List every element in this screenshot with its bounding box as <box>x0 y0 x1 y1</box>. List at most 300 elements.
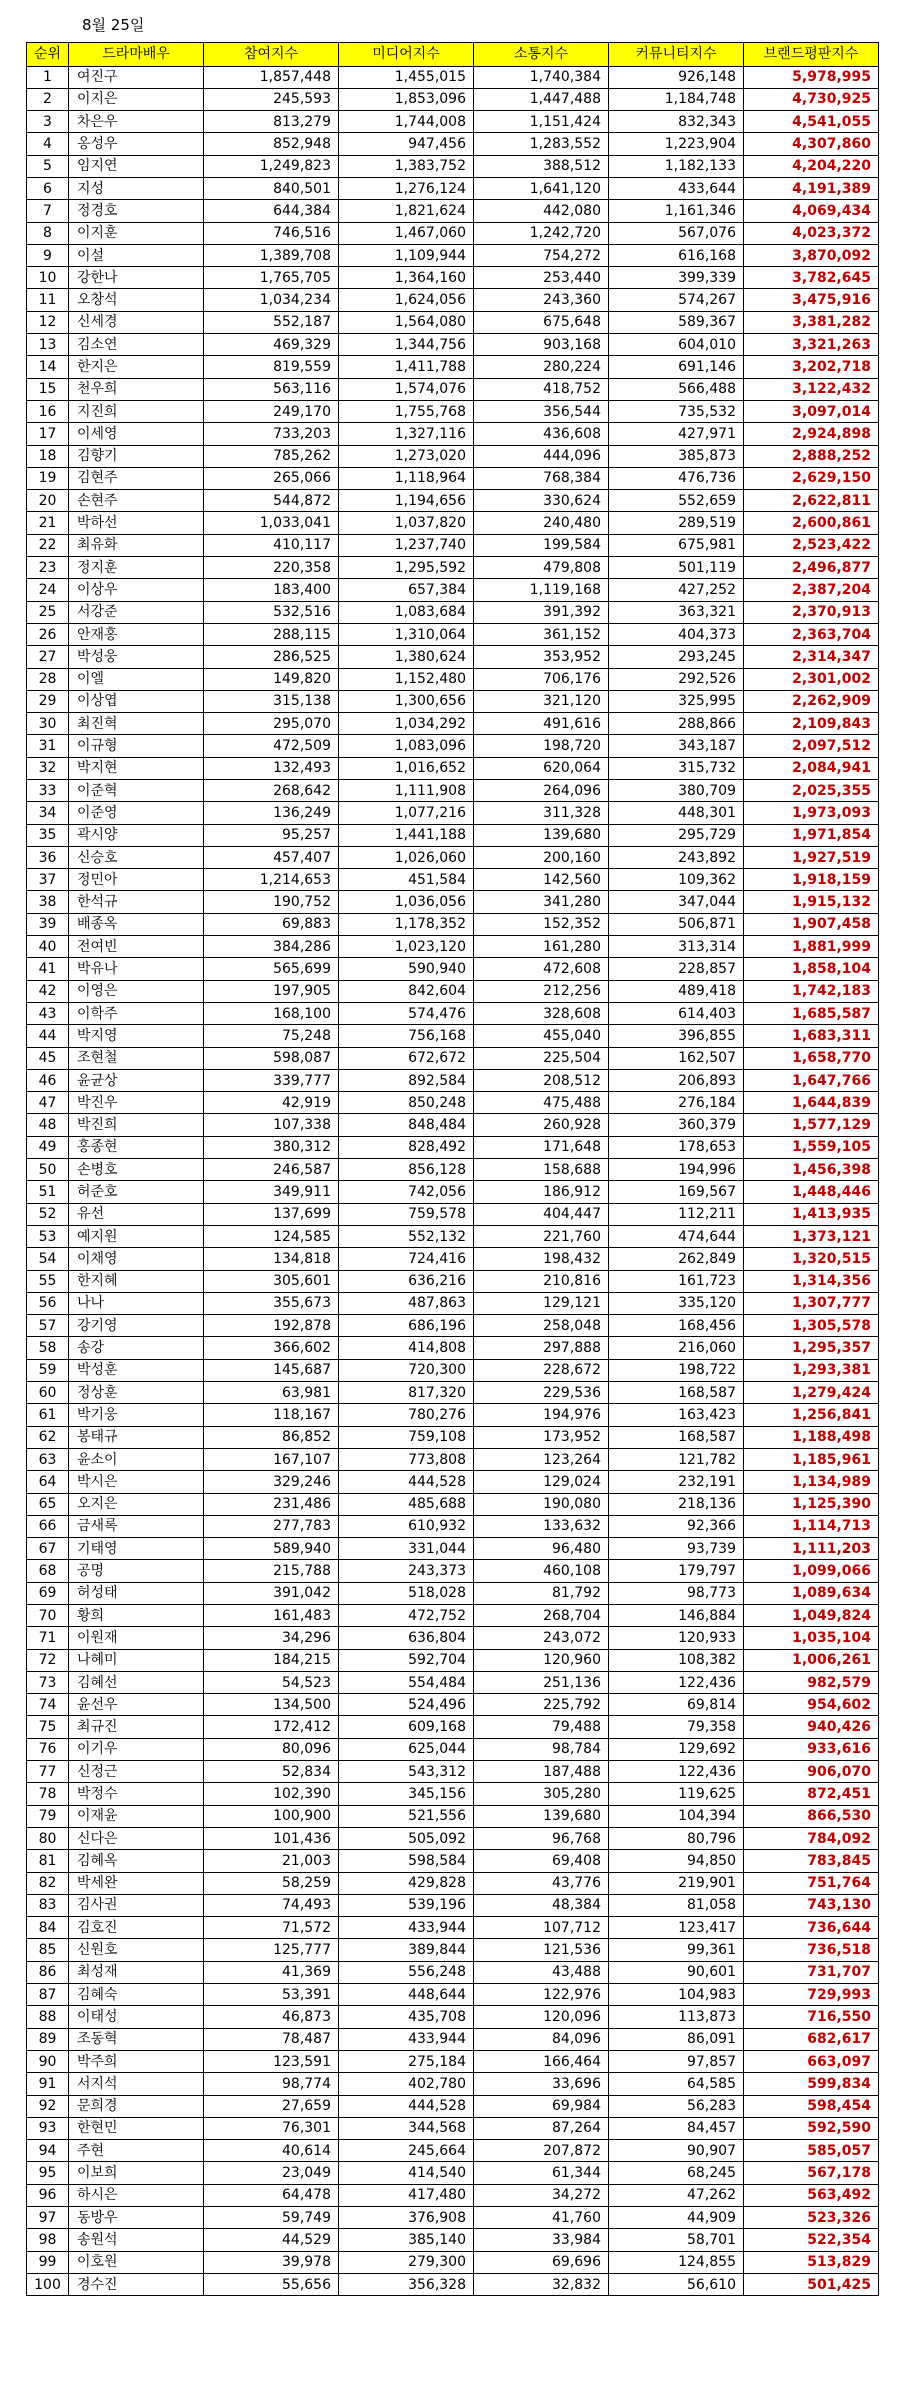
rank-cell: 3 <box>27 111 69 133</box>
community-cell: 501,119 <box>609 557 744 579</box>
brand-index-cell: 513,829 <box>744 2251 879 2273</box>
rank-cell: 87 <box>27 1984 69 2006</box>
brand-index-cell: 1,099,066 <box>744 1560 879 1582</box>
communication-cell: 129,024 <box>474 1471 609 1493</box>
community-cell: 325,995 <box>609 690 744 712</box>
participation-cell: 23,049 <box>204 2162 339 2184</box>
community-cell: 360,379 <box>609 1114 744 1136</box>
table-row <box>27 2028 879 2050</box>
rank-cell: 75 <box>27 1716 69 1738</box>
community-cell: 315,732 <box>609 757 744 779</box>
rank-cell: 98 <box>27 2229 69 2251</box>
table-row <box>27 1560 879 1582</box>
media-cell: 1,276,124 <box>339 177 474 199</box>
brand-index-cell: 2,097,512 <box>744 735 879 757</box>
brand-index-cell: 2,109,843 <box>744 713 879 735</box>
participation-cell: 134,500 <box>204 1694 339 1716</box>
table-row <box>27 244 879 266</box>
brand-index-cell: 1,858,104 <box>744 958 879 980</box>
media-cell: 1,344,756 <box>339 334 474 356</box>
actor-name-cell: 정지훈 <box>69 557 204 579</box>
media-cell: 636,804 <box>339 1627 474 1649</box>
communication-cell: 229,536 <box>474 1382 609 1404</box>
media-cell: 1,364,160 <box>339 267 474 289</box>
participation-cell: 74,493 <box>204 1894 339 1916</box>
brand-index-cell: 1,279,424 <box>744 1382 879 1404</box>
media-cell: 598,584 <box>339 1850 474 1872</box>
table-row <box>27 1292 879 1314</box>
communication-cell: 903,168 <box>474 334 609 356</box>
communication-cell: 418,752 <box>474 378 609 400</box>
media-cell: 817,320 <box>339 1382 474 1404</box>
brand-index-cell: 736,644 <box>744 1917 879 1939</box>
rank-cell: 49 <box>27 1136 69 1158</box>
participation-cell: 80,096 <box>204 1738 339 1760</box>
media-cell: 435,708 <box>339 2006 474 2028</box>
media-cell: 524,496 <box>339 1694 474 1716</box>
rank-cell: 33 <box>27 780 69 802</box>
rank-cell: 5 <box>27 155 69 177</box>
media-cell: 574,476 <box>339 1002 474 1024</box>
media-cell: 444,528 <box>339 1471 474 1493</box>
rank-cell: 30 <box>27 713 69 735</box>
rank-cell: 51 <box>27 1181 69 1203</box>
rank-cell: 55 <box>27 1270 69 1292</box>
actor-name-cell: 안재홍 <box>69 623 204 645</box>
media-cell: 331,044 <box>339 1538 474 1560</box>
actor-name-cell: 봉태규 <box>69 1426 204 1448</box>
participation-cell: 552,187 <box>204 311 339 333</box>
communication-cell: 152,352 <box>474 913 609 935</box>
brand-index-cell: 954,602 <box>744 1694 879 1716</box>
brand-index-cell: 736,518 <box>744 1939 879 1961</box>
actor-name-cell: 박진희 <box>69 1114 204 1136</box>
table-row <box>27 1270 879 1292</box>
participation-cell: 53,391 <box>204 1984 339 2006</box>
participation-cell: 220,358 <box>204 557 339 579</box>
community-cell: 121,782 <box>609 1448 744 1470</box>
table-row <box>27 1382 879 1404</box>
brand-index-cell: 522,354 <box>744 2229 879 2251</box>
participation-cell: 472,509 <box>204 735 339 757</box>
actor-name-cell: 이상우 <box>69 579 204 601</box>
table-row <box>27 133 879 155</box>
communication-cell: 142,560 <box>474 869 609 891</box>
rank-cell: 6 <box>27 177 69 199</box>
rank-cell: 26 <box>27 623 69 645</box>
rank-cell: 8 <box>27 222 69 244</box>
actor-name-cell: 이엘 <box>69 668 204 690</box>
actor-name-cell: 정민아 <box>69 869 204 891</box>
community-cell: 56,610 <box>609 2273 744 2295</box>
media-cell: 539,196 <box>339 1894 474 1916</box>
rank-cell: 97 <box>27 2207 69 2229</box>
table-row <box>27 2251 879 2273</box>
rank-cell: 37 <box>27 869 69 891</box>
brand-index-cell: 906,070 <box>744 1761 879 1783</box>
media-cell: 485,688 <box>339 1493 474 1515</box>
communication-cell: 41,760 <box>474 2207 609 2229</box>
community-cell: 113,873 <box>609 2006 744 2028</box>
communication-cell: 404,447 <box>474 1203 609 1225</box>
media-cell: 1,034,292 <box>339 713 474 735</box>
brand-index-cell: 1,185,961 <box>744 1448 879 1470</box>
media-cell: 243,373 <box>339 1560 474 1582</box>
rank-cell: 58 <box>27 1337 69 1359</box>
brand-index-cell: 3,202,718 <box>744 356 879 378</box>
community-cell: 92,366 <box>609 1515 744 1537</box>
community-cell: 433,644 <box>609 177 744 199</box>
brand-index-cell: 3,321,263 <box>744 334 879 356</box>
community-cell: 104,394 <box>609 1805 744 1827</box>
media-cell: 610,932 <box>339 1515 474 1537</box>
rank-cell: 92 <box>27 2095 69 2117</box>
table-row <box>27 2162 879 2184</box>
media-cell: 385,140 <box>339 2229 474 2251</box>
communication-cell: 133,632 <box>474 1515 609 1537</box>
brand-index-cell: 682,617 <box>744 2028 879 2050</box>
table-row <box>27 1894 879 1916</box>
media-cell: 1,118,964 <box>339 467 474 489</box>
participation-cell: 172,412 <box>204 1716 339 1738</box>
header-community: 커뮤니티지수 <box>609 43 744 67</box>
rank-cell: 14 <box>27 356 69 378</box>
communication-cell: 1,641,120 <box>474 177 609 199</box>
table-row <box>27 1069 879 1091</box>
rank-cell: 84 <box>27 1917 69 1939</box>
communication-cell: 225,504 <box>474 1047 609 1069</box>
header-brand-index: 브랜드평판지수 <box>744 43 879 67</box>
communication-cell: 361,152 <box>474 623 609 645</box>
brand-index-cell: 3,381,282 <box>744 311 879 333</box>
rank-cell: 13 <box>27 334 69 356</box>
rank-cell: 38 <box>27 891 69 913</box>
brand-index-cell: 1,256,841 <box>744 1404 879 1426</box>
actor-name-cell: 강한나 <box>69 267 204 289</box>
media-cell: 1,564,080 <box>339 311 474 333</box>
participation-cell: 532,516 <box>204 601 339 623</box>
table-row <box>27 1025 879 1047</box>
table-row <box>27 1604 879 1626</box>
community-cell: 90,601 <box>609 1961 744 1983</box>
communication-cell: 221,760 <box>474 1225 609 1247</box>
actor-name-cell: 윤소이 <box>69 1448 204 1470</box>
media-cell: 414,808 <box>339 1337 474 1359</box>
participation-cell: 76,301 <box>204 2117 339 2139</box>
communication-cell: 207,872 <box>474 2140 609 2162</box>
communication-cell: 243,360 <box>474 289 609 311</box>
communication-cell: 69,984 <box>474 2095 609 2117</box>
participation-cell: 197,905 <box>204 980 339 1002</box>
media-cell: 1,023,120 <box>339 936 474 958</box>
table-row <box>27 1872 879 1894</box>
participation-cell: 268,642 <box>204 780 339 802</box>
rank-cell: 79 <box>27 1805 69 1827</box>
rank-cell: 91 <box>27 2073 69 2095</box>
actor-name-cell: 이보희 <box>69 2162 204 2184</box>
communication-cell: 311,328 <box>474 802 609 824</box>
media-cell: 444,528 <box>339 2095 474 2117</box>
media-cell: 1,380,624 <box>339 646 474 668</box>
actor-name-cell: 허성태 <box>69 1582 204 1604</box>
participation-cell: 391,042 <box>204 1582 339 1604</box>
communication-cell: 328,608 <box>474 1002 609 1024</box>
brand-index-cell: 1,742,183 <box>744 980 879 1002</box>
table-row <box>27 1426 879 1448</box>
table-row <box>27 1493 879 1515</box>
table-row <box>27 2207 879 2229</box>
community-cell: 604,010 <box>609 334 744 356</box>
rank-cell: 74 <box>27 1694 69 1716</box>
participation-cell: 145,687 <box>204 1359 339 1381</box>
rank-cell: 24 <box>27 579 69 601</box>
participation-cell: 598,087 <box>204 1047 339 1069</box>
brand-reputation-table <box>26 42 879 2296</box>
community-cell: 1,223,904 <box>609 133 744 155</box>
participation-cell: 41,369 <box>204 1961 339 1983</box>
communication-cell: 754,272 <box>474 244 609 266</box>
community-cell: 552,659 <box>609 490 744 512</box>
table-row <box>27 1761 879 1783</box>
communication-cell: 620,064 <box>474 757 609 779</box>
community-cell: 427,252 <box>609 579 744 601</box>
media-cell: 856,128 <box>339 1159 474 1181</box>
table-row <box>27 1961 879 1983</box>
brand-index-cell: 2,523,422 <box>744 534 879 556</box>
brand-index-cell: 1,685,587 <box>744 1002 879 1024</box>
communication-cell: 228,672 <box>474 1359 609 1381</box>
rank-cell: 69 <box>27 1582 69 1604</box>
communication-cell: 253,440 <box>474 267 609 289</box>
rank-cell: 81 <box>27 1850 69 1872</box>
communication-cell: 121,536 <box>474 1939 609 1961</box>
participation-cell: 100,900 <box>204 1805 339 1827</box>
rank-cell: 4 <box>27 133 69 155</box>
rank-cell: 56 <box>27 1292 69 1314</box>
media-cell: 344,568 <box>339 2117 474 2139</box>
actor-name-cell: 하시은 <box>69 2184 204 2206</box>
communication-cell: 268,704 <box>474 1604 609 1626</box>
media-cell: 1,327,116 <box>339 423 474 445</box>
media-cell: 773,808 <box>339 1448 474 1470</box>
participation-cell: 1,857,448 <box>204 66 339 88</box>
community-cell: 219,901 <box>609 1872 744 1894</box>
table-row <box>27 2184 879 2206</box>
brand-index-cell: 3,097,014 <box>744 400 879 422</box>
actor-name-cell: 이상엽 <box>69 690 204 712</box>
table-row <box>27 668 879 690</box>
communication-cell: 208,512 <box>474 1069 609 1091</box>
actor-name-cell: 강기영 <box>69 1315 204 1337</box>
rank-cell: 12 <box>27 311 69 333</box>
media-cell: 1,295,592 <box>339 557 474 579</box>
media-cell: 686,196 <box>339 1315 474 1337</box>
rank-cell: 71 <box>27 1627 69 1649</box>
rank-cell: 16 <box>27 400 69 422</box>
brand-index-cell: 2,301,002 <box>744 668 879 690</box>
rank-cell: 77 <box>27 1761 69 1783</box>
brand-index-cell: 1,881,999 <box>744 936 879 958</box>
actor-name-cell: 이영은 <box>69 980 204 1002</box>
header-participation: 참여지수 <box>204 43 339 67</box>
table-row <box>27 1002 879 1024</box>
rank-cell: 28 <box>27 668 69 690</box>
communication-cell: 210,816 <box>474 1270 609 1292</box>
rank-cell: 99 <box>27 2251 69 2273</box>
participation-cell: 98,774 <box>204 2073 339 2095</box>
community-cell: 589,367 <box>609 311 744 333</box>
actor-name-cell: 박성훈 <box>69 1359 204 1381</box>
media-cell: 759,578 <box>339 1203 474 1225</box>
communication-cell: 173,952 <box>474 1426 609 1448</box>
participation-cell: 1,765,705 <box>204 267 339 289</box>
communication-cell: 87,264 <box>474 2117 609 2139</box>
brand-index-cell: 2,262,909 <box>744 690 879 712</box>
actor-name-cell: 금새록 <box>69 1515 204 1537</box>
brand-index-cell: 751,764 <box>744 1872 879 1894</box>
communication-cell: 442,080 <box>474 200 609 222</box>
participation-cell: 54,523 <box>204 1671 339 1693</box>
community-cell: 94,850 <box>609 1850 744 1872</box>
communication-cell: 187,488 <box>474 1761 609 1783</box>
community-cell: 86,091 <box>609 2028 744 2050</box>
communication-cell: 122,976 <box>474 1984 609 2006</box>
media-cell: 518,028 <box>339 1582 474 1604</box>
actor-name-cell: 박기웅 <box>69 1404 204 1426</box>
community-cell: 262,849 <box>609 1248 744 1270</box>
communication-cell: 251,136 <box>474 1671 609 1693</box>
communication-cell: 43,488 <box>474 1961 609 1983</box>
participation-cell: 183,400 <box>204 579 339 601</box>
media-cell: 1,194,656 <box>339 490 474 512</box>
media-cell: 947,456 <box>339 133 474 155</box>
rank-cell: 42 <box>27 980 69 1002</box>
participation-cell: 123,591 <box>204 2050 339 2072</box>
brand-index-cell: 3,122,432 <box>744 378 879 400</box>
table-row <box>27 958 879 980</box>
media-cell: 543,312 <box>339 1761 474 1783</box>
actor-name-cell: 윤균상 <box>69 1069 204 1091</box>
actor-name-cell: 홍종현 <box>69 1136 204 1158</box>
actor-name-cell: 곽시양 <box>69 824 204 846</box>
community-cell: 122,436 <box>609 1761 744 1783</box>
table-row <box>27 512 879 534</box>
participation-cell: 469,329 <box>204 334 339 356</box>
communication-cell: 34,272 <box>474 2184 609 2206</box>
actor-name-cell: 이지훈 <box>69 222 204 244</box>
media-cell: 1,273,020 <box>339 445 474 467</box>
header-media: 미디어지수 <box>339 43 474 67</box>
participation-cell: 46,873 <box>204 2006 339 2028</box>
communication-cell: 330,624 <box>474 490 609 512</box>
communication-cell: 48,384 <box>474 1894 609 1916</box>
participation-cell: 746,516 <box>204 222 339 244</box>
community-cell: 574,267 <box>609 289 744 311</box>
community-cell: 399,339 <box>609 267 744 289</box>
brand-index-cell: 872,451 <box>744 1783 879 1805</box>
participation-cell: 544,872 <box>204 490 339 512</box>
table-row <box>27 267 879 289</box>
actor-name-cell: 김혜숙 <box>69 1984 204 2006</box>
community-cell: 489,418 <box>609 980 744 1002</box>
table-row <box>27 623 879 645</box>
communication-cell: 43,776 <box>474 1872 609 1894</box>
table-row <box>27 1827 879 1849</box>
table-row <box>27 1783 879 1805</box>
communication-cell: 472,608 <box>474 958 609 980</box>
actor-name-cell: 기태영 <box>69 1538 204 1560</box>
participation-cell: 132,493 <box>204 757 339 779</box>
actor-name-cell: 오창석 <box>69 289 204 311</box>
brand-index-cell: 2,600,861 <box>744 512 879 534</box>
communication-cell: 123,264 <box>474 1448 609 1470</box>
table-row <box>27 1136 879 1158</box>
brand-index-cell: 1,644,839 <box>744 1092 879 1114</box>
community-cell: 691,146 <box>609 356 744 378</box>
brand-index-cell: 4,541,055 <box>744 111 879 133</box>
table-row <box>27 780 879 802</box>
actor-name-cell: 이세영 <box>69 423 204 445</box>
table-row <box>27 846 879 868</box>
communication-cell: 460,108 <box>474 1560 609 1582</box>
media-cell: 433,944 <box>339 1917 474 1939</box>
media-cell: 402,780 <box>339 2073 474 2095</box>
community-cell: 178,653 <box>609 1136 744 1158</box>
brand-index-cell: 4,069,434 <box>744 200 879 222</box>
media-cell: 1,083,096 <box>339 735 474 757</box>
actor-name-cell: 이규형 <box>69 735 204 757</box>
communication-cell: 33,984 <box>474 2229 609 2251</box>
media-cell: 1,455,015 <box>339 66 474 88</box>
actor-name-cell: 정경호 <box>69 200 204 222</box>
community-cell: 68,245 <box>609 2162 744 2184</box>
community-cell: 146,884 <box>609 1604 744 1626</box>
participation-cell: 192,878 <box>204 1315 339 1337</box>
media-cell: 345,156 <box>339 1783 474 1805</box>
rank-cell: 67 <box>27 1538 69 1560</box>
brand-index-cell: 4,204,220 <box>744 155 879 177</box>
community-cell: 123,417 <box>609 1917 744 1939</box>
rank-cell: 17 <box>27 423 69 445</box>
community-cell: 427,971 <box>609 423 744 445</box>
participation-cell: 563,116 <box>204 378 339 400</box>
media-cell: 429,828 <box>339 1872 474 1894</box>
table-row <box>27 690 879 712</box>
rank-cell: 40 <box>27 936 69 958</box>
date-label: 8월 25일 <box>82 16 145 34</box>
media-cell: 521,556 <box>339 1805 474 1827</box>
brand-index-cell: 1,320,515 <box>744 1248 879 1270</box>
communication-cell: 198,432 <box>474 1248 609 1270</box>
community-cell: 104,983 <box>609 1984 744 2006</box>
table-row <box>27 2050 879 2072</box>
table-row <box>27 334 879 356</box>
rank-cell: 7 <box>27 200 69 222</box>
rank-cell: 78 <box>27 1783 69 1805</box>
table-row <box>27 802 879 824</box>
community-cell: 194,996 <box>609 1159 744 1181</box>
actor-name-cell: 박유나 <box>69 958 204 980</box>
community-cell: 292,526 <box>609 668 744 690</box>
participation-cell: 589,940 <box>204 1538 339 1560</box>
actor-name-cell: 송강 <box>69 1337 204 1359</box>
community-cell: 206,893 <box>609 1069 744 1091</box>
table-row <box>27 1984 879 2006</box>
media-cell: 720,300 <box>339 1359 474 1381</box>
participation-cell: 63,981 <box>204 1382 339 1404</box>
communication-cell: 1,151,424 <box>474 111 609 133</box>
communication-cell: 258,048 <box>474 1315 609 1337</box>
